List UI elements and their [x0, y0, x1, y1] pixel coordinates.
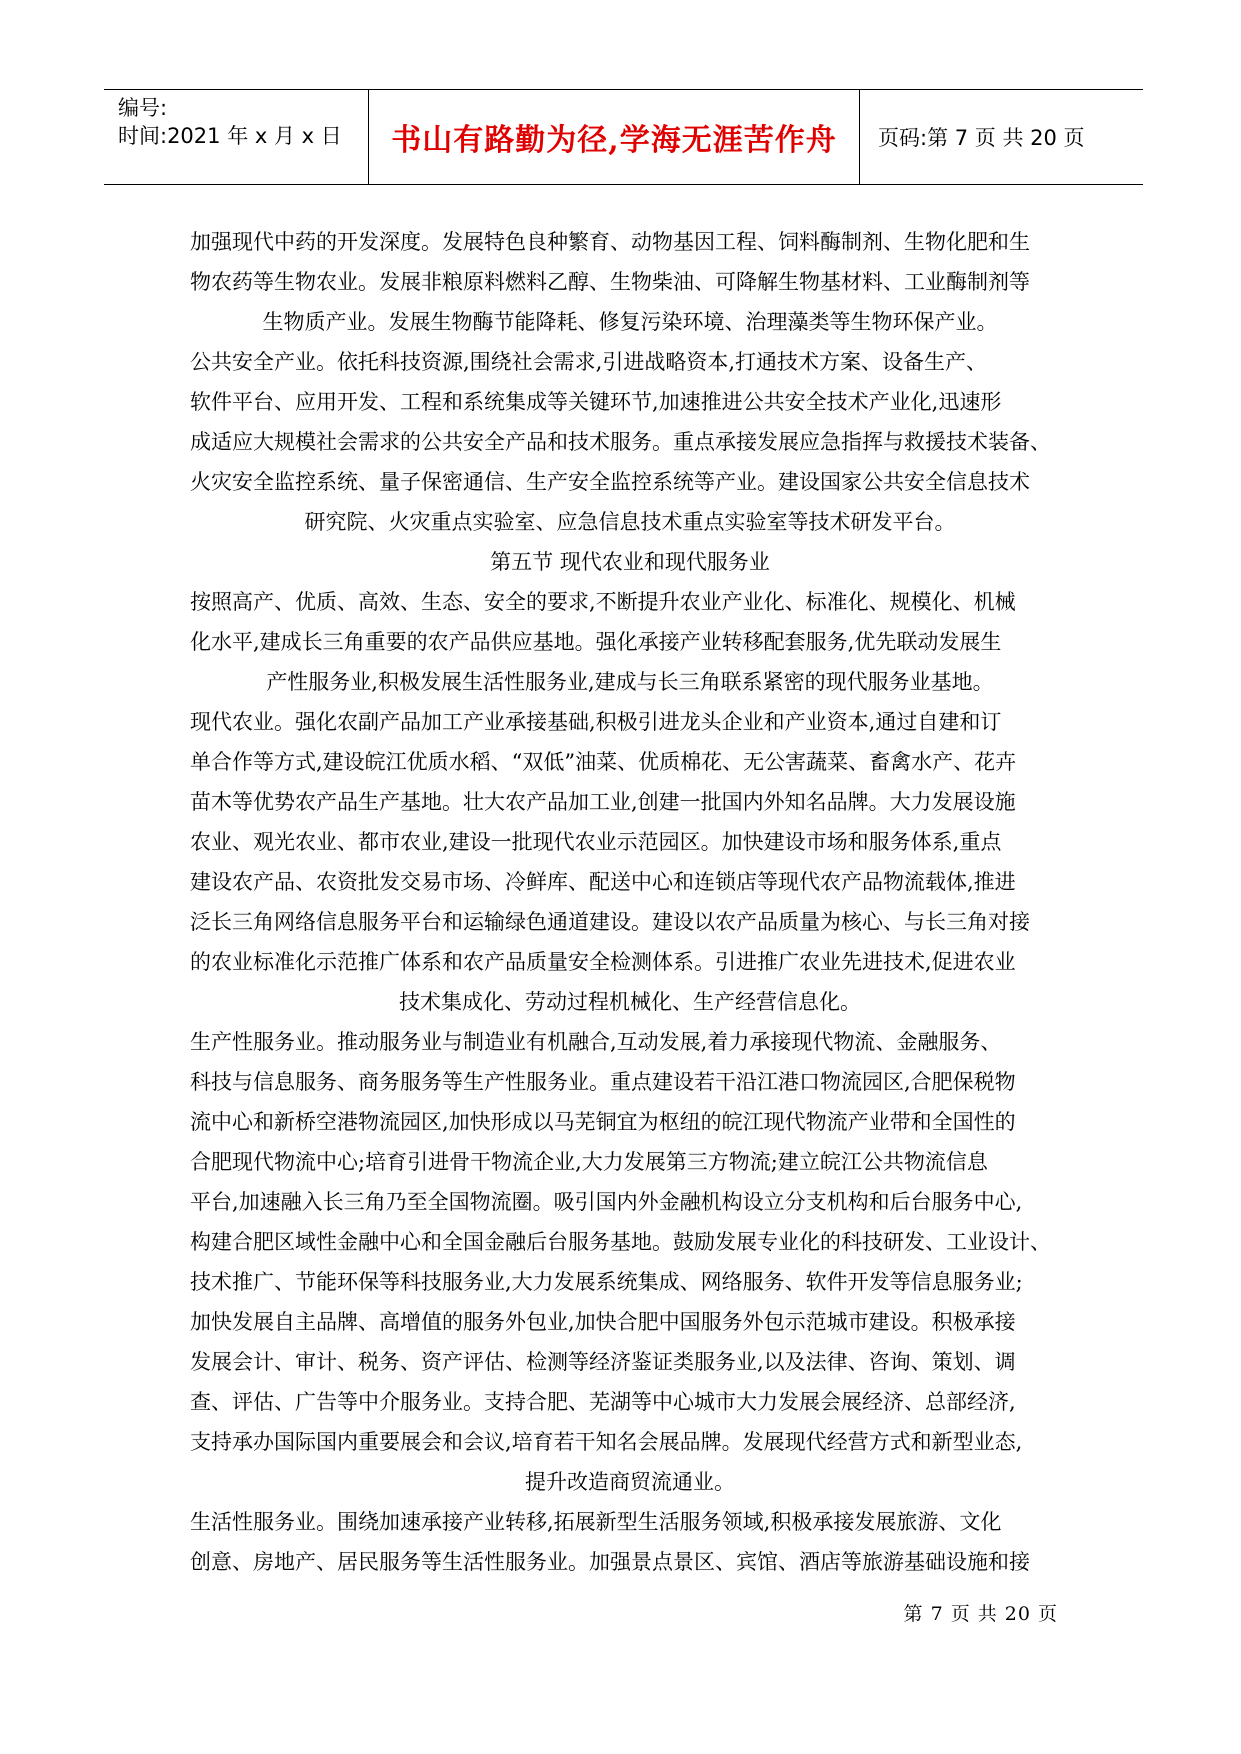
paragraph-line: 生活性服务业。围绕加速承接产业转移,拓展新型生活服务领域,积极承接发展旅游、文化 — [190, 1510, 1002, 1534]
paragraph-line: 农业、观光农业、都市农业,建设一批现代农业示范园区。加快建设市场和服务体系,重点 — [190, 830, 1002, 854]
header-motto: 书山有路勤为径,学海无涯苦作舟 — [369, 90, 860, 184]
paragraph-line: 泛长三角网络信息服务平台和运输绿色通道建设。建设以农产品质量为核心、与长三角对接 — [190, 910, 1030, 934]
paragraph-line: 化水平,建成长三角重要的农产品供应基地。强化承接产业转移配套服务,优先联动发展生 — [190, 630, 1002, 654]
paragraph-line: 物农药等生物农业。发展非粮原料燃料乙醇、生物柴油、可降解生物基材料、工业酶制剂等 — [190, 270, 1030, 294]
paragraph-line: 公共安全产业。依托科技资源,围绕社会需求,引进战略资本,打通技术方案、设备生产、 — [190, 350, 988, 374]
paragraph-line: 构建合肥区域性金融中心和全国金融后台服务基地。鼓励发展专业化的科技研发、工业设计、 — [190, 1230, 1051, 1254]
document-date: 时间:2021 年 x 月 x 日 — [118, 124, 342, 148]
paragraph-line: 成适应大规模社会需求的公共安全产品和技术服务。重点承接发展应急指挥与救援技术装备、 — [190, 430, 1051, 454]
paragraph-line: 加快发展自主品牌、高增值的服务外包业,加快合肥中国服务外包示范城市建设。积极承接 — [190, 1310, 1016, 1334]
paragraph-line: 产性服务业,积极发展生活性服务业,建成与长三角联系紧密的现代服务业基地。 — [266, 670, 994, 694]
paragraph-line: 按照高产、优质、高效、生态、安全的要求,不断提升农业产业化、标准化、规模化、机械 — [190, 590, 1016, 614]
paragraph-line: 支持承办国际国内重要展会和会议,培育若干知名会展品牌。发展现代经营方式和新型业态, — [190, 1430, 1023, 1454]
header-page-number: 页码:第 7 页 共 20 页 — [878, 126, 1085, 150]
paragraph-line: 加强现代中药的开发深度。发展特色良种繁育、动物基因工程、饲料酶制剂、生物化肥和生 — [190, 230, 1030, 254]
paragraph-line: 发展会计、审计、税务、资产评估、检测等经济鉴证类服务业,以及法律、咨询、策划、调 — [190, 1350, 1016, 1374]
paragraph-line: 技术推广、节能环保等科技服务业,大力发展系统集成、网络服务、软件开发等信息服务业; — [190, 1270, 1023, 1294]
paragraph-line: 建设农产品、农资批发交易市场、冷鲜库、配送中心和连锁店等现代农产品物流载体,推进 — [190, 870, 1016, 894]
paragraph-line: 单合作等方式,建设皖江优质水稻、“双低”油菜、优质棉花、无公害蔬菜、畜禽水产、花卉 — [190, 750, 1017, 774]
header-meta — [104, 90, 369, 184]
page-footer: 第 7 页 共 20 页 — [903, 1603, 1058, 1625]
paragraph-line: 生物质产业。发展生物酶节能降耗、修复污染环境、治理藻类等生物环保产业。 — [262, 310, 998, 334]
paragraph-line: 技术集成化、劳动过程机械化、生产经营信息化。 — [399, 990, 861, 1014]
paragraph-line: 苗木等优势农产品生产基地。壮大农产品加工业,创建一批国内外知名品牌。大力发展设施 — [190, 790, 1016, 814]
paragraph-line: 科技与信息服务、商务服务等生产性服务业。重点建设若干沿江港口物流园区,合肥保税物 — [190, 1070, 1016, 1094]
section-heading: 第五节 现代农业和现代服务业 — [490, 550, 770, 574]
paragraph-line: 生产性服务业。推动服务业与制造业有机融合,互动发展,着力承接现代物流、金融服务、 — [190, 1030, 1002, 1054]
paragraph-line: 合肥现代物流中心;培育引进骨干物流企业,大力发展第三方物流;建立皖江公共物流信息 — [190, 1150, 988, 1174]
paragraph-line: 流中心和新桥空港物流园区,加快形成以马芜铜宜为枢纽的皖江现代物流产业带和全国性的 — [190, 1110, 1016, 1134]
document-number: 编号: — [118, 96, 168, 120]
paragraph-line: 的农业标准化示范推广体系和农产品质量安全检测体系。引进推广农业先进技术,促进农业 — [190, 950, 1016, 974]
paragraph-line: 创意、房地产、居民服务等生活性服务业。加强景点景区、宾馆、酒店等旅游基础设施和接 — [190, 1550, 1030, 1574]
page-header — [104, 89, 1143, 185]
paragraph-line: 火灾安全监控系统、量子保密通信、生产安全监控系统等产业。建设国家公共安全信息技术 — [190, 470, 1030, 494]
paragraph-line: 查、评估、广告等中介服务业。支持合肥、芜湖等中心城市大力发展会展经济、总部经济, — [190, 1390, 1016, 1414]
paragraph-line: 软件平台、应用开发、工程和系统集成等关键环节,加速推进公共安全技术产业化,迅速形 — [190, 390, 1002, 414]
paragraph-line: 提升改造商贸流通业。 — [525, 1470, 735, 1494]
document-body — [190, 222, 1070, 1582]
paragraph-line: 现代农业。强化农副产品加工产业承接基础,积极引进龙头企业和产业资本,通过自建和订 — [190, 710, 1002, 734]
paragraph-line: 研究院、火灾重点实验室、应急信息技术重点实验室等技术研发平台。 — [304, 510, 956, 534]
paragraph-line: 平台,加速融入长三角乃至全国物流圈。吸引国内外金融机构设立分支机构和后台服务中心, — [190, 1190, 1023, 1214]
